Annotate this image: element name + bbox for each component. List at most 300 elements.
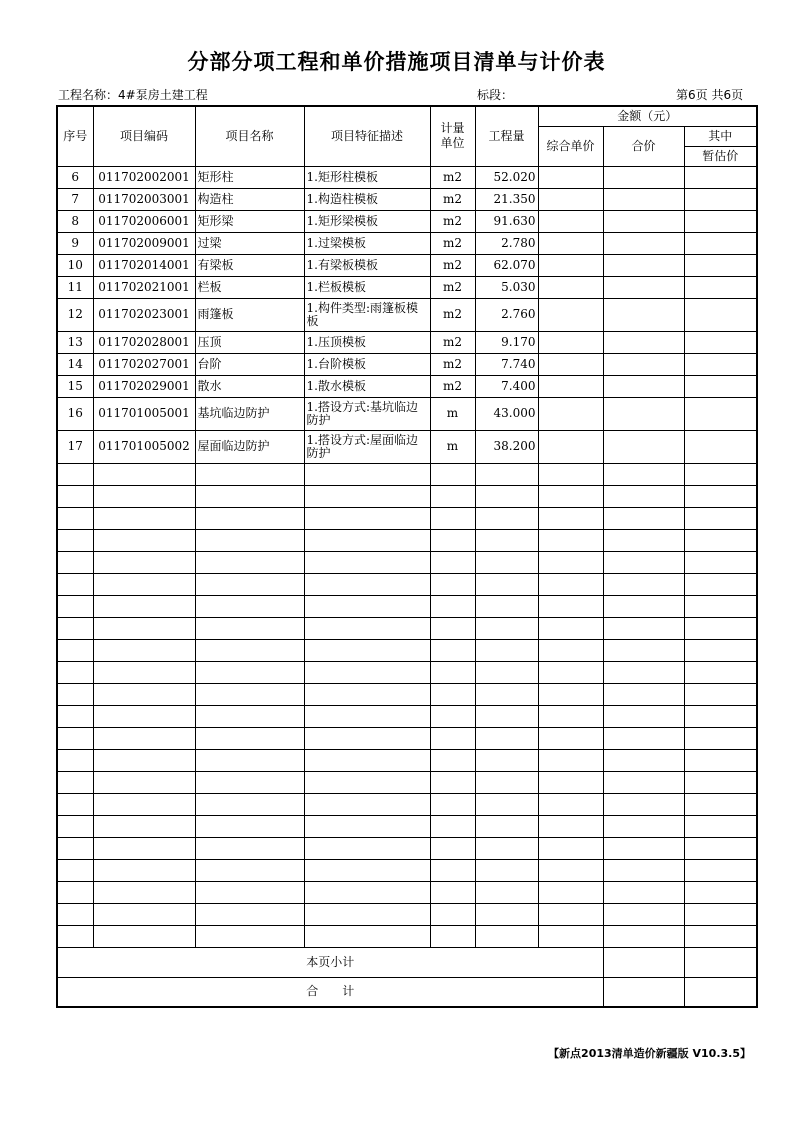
empty-cell: [304, 815, 430, 837]
row-provisional: [684, 298, 757, 331]
row-unit: m2: [430, 232, 475, 254]
empty-cell: [430, 573, 475, 595]
empty-cell: [93, 529, 195, 551]
empty-row: [57, 859, 757, 881]
row-code: 011702003001: [93, 188, 195, 210]
table-row: [57, 210, 757, 232]
empty-cell: [538, 485, 603, 507]
row-total: [603, 188, 684, 210]
empty-row: [57, 661, 757, 683]
empty-cell: [304, 507, 430, 529]
table-row: [57, 375, 757, 397]
empty-cell: [684, 815, 757, 837]
row-code: 011702029001: [93, 375, 195, 397]
empty-cell: [93, 595, 195, 617]
row-provisional: [684, 254, 757, 276]
row-total: [603, 232, 684, 254]
row-desc: 1.矩形梁模板: [304, 210, 430, 232]
row-unit-price: [538, 254, 603, 276]
row-code: 011702027001: [93, 353, 195, 375]
empty-cell: [684, 727, 757, 749]
row-desc: 1.有梁板模板: [304, 254, 430, 276]
row-name: 构造柱: [195, 188, 304, 210]
row-unit: m2: [430, 166, 475, 188]
empty-cell: [430, 705, 475, 727]
empty-cell: [93, 661, 195, 683]
empty-cell: [475, 551, 538, 573]
page-subtotal-row-total: [603, 947, 684, 977]
row-total: [603, 166, 684, 188]
row-seq: 15: [57, 375, 93, 397]
row-name: 散水: [195, 375, 304, 397]
row-qty: 7.400: [475, 375, 538, 397]
row-unit: m: [430, 397, 475, 430]
header-total: 合价: [603, 126, 684, 166]
empty-cell: [538, 815, 603, 837]
row-seq: 10: [57, 254, 93, 276]
empty-cell: [304, 529, 430, 551]
empty-cell: [475, 837, 538, 859]
empty-cell: [538, 925, 603, 947]
empty-cell: [304, 595, 430, 617]
empty-row: [57, 749, 757, 771]
empty-cell: [304, 617, 430, 639]
empty-cell: [195, 793, 304, 815]
row-code: 011702002001: [93, 166, 195, 188]
empty-row: [57, 705, 757, 727]
row-provisional: [684, 166, 757, 188]
empty-cell: [603, 815, 684, 837]
header-qty: 工程量: [475, 106, 538, 166]
row-unit: m2: [430, 375, 475, 397]
empty-cell: [684, 573, 757, 595]
row-seq: 16: [57, 397, 93, 430]
empty-row: [57, 639, 757, 661]
empty-cell: [475, 617, 538, 639]
empty-cell: [538, 529, 603, 551]
empty-cell: [93, 925, 195, 947]
empty-row: [57, 727, 757, 749]
row-name: 屋面临边防护: [195, 430, 304, 463]
empty-cell: [684, 881, 757, 903]
empty-cell: [93, 903, 195, 925]
table-row: [57, 430, 757, 463]
empty-cell: [538, 573, 603, 595]
empty-row: [57, 837, 757, 859]
row-code: 011702006001: [93, 210, 195, 232]
empty-cell: [93, 881, 195, 903]
empty-cell: [684, 529, 757, 551]
empty-row: [57, 485, 757, 507]
row-unit: m2: [430, 276, 475, 298]
empty-cell: [684, 859, 757, 881]
empty-cell: [304, 925, 430, 947]
empty-cell: [684, 925, 757, 947]
empty-cell: [430, 925, 475, 947]
header-unit: 计量 单位: [430, 106, 475, 166]
row-code: 011701005001: [93, 397, 195, 430]
empty-cell: [684, 771, 757, 793]
empty-cell: [603, 727, 684, 749]
empty-cell: [603, 617, 684, 639]
empty-row: [57, 595, 757, 617]
table-row: [57, 353, 757, 375]
row-name: 栏板: [195, 276, 304, 298]
empty-cell: [603, 551, 684, 573]
table-row: [57, 331, 757, 353]
row-seq: 11: [57, 276, 93, 298]
header-of-which: 其中: [684, 126, 757, 146]
empty-cell: [195, 595, 304, 617]
empty-cell: [195, 727, 304, 749]
empty-cell: [603, 771, 684, 793]
empty-cell: [304, 639, 430, 661]
row-total: [603, 430, 684, 463]
empty-cell: [684, 661, 757, 683]
empty-cell: [57, 529, 93, 551]
table-row: [57, 397, 757, 430]
empty-cell: [475, 661, 538, 683]
grand-total-row: [57, 977, 757, 1007]
empty-cell: [304, 727, 430, 749]
row-desc: 1.栏板模板: [304, 276, 430, 298]
row-desc: 1.搭设方式:基坑临边防护: [304, 397, 430, 430]
row-unit-price: [538, 397, 603, 430]
empty-row: [57, 551, 757, 573]
empty-cell: [304, 881, 430, 903]
empty-cell: [684, 705, 757, 727]
empty-cell: [304, 573, 430, 595]
row-unit-price: [538, 331, 603, 353]
software-footer: 【新点2013清单造价新疆版 V10.3.5】: [548, 1047, 751, 1060]
empty-cell: [430, 463, 475, 485]
empty-cell: [304, 705, 430, 727]
empty-cell: [430, 903, 475, 925]
empty-cell: [195, 881, 304, 903]
empty-cell: [195, 925, 304, 947]
empty-cell: [603, 749, 684, 771]
empty-cell: [430, 507, 475, 529]
row-provisional: [684, 232, 757, 254]
empty-cell: [195, 749, 304, 771]
row-provisional: [684, 430, 757, 463]
row-total: [603, 375, 684, 397]
empty-cell: [538, 727, 603, 749]
empty-cell: [538, 661, 603, 683]
empty-cell: [430, 815, 475, 837]
row-total: [603, 298, 684, 331]
table-row: [57, 166, 757, 188]
page-subtotal-row-label: 本页小计: [57, 947, 603, 977]
empty-cell: [538, 903, 603, 925]
empty-cell: [603, 595, 684, 617]
row-name: 过梁: [195, 232, 304, 254]
row-name: 有梁板: [195, 254, 304, 276]
empty-cell: [430, 837, 475, 859]
empty-cell: [57, 705, 93, 727]
empty-row: [57, 529, 757, 551]
empty-cell: [93, 859, 195, 881]
empty-cell: [603, 507, 684, 529]
empty-cell: [684, 683, 757, 705]
row-seq: 17: [57, 430, 93, 463]
row-unit-price: [538, 210, 603, 232]
row-unit-price: [538, 353, 603, 375]
page-subtotal-row-provisional: [684, 947, 757, 977]
row-unit: m2: [430, 331, 475, 353]
row-qty: 2.780: [475, 232, 538, 254]
empty-cell: [195, 661, 304, 683]
empty-cell: [93, 507, 195, 529]
empty-cell: [93, 815, 195, 837]
empty-row: [57, 463, 757, 485]
empty-cell: [304, 903, 430, 925]
page-subtotal-row: [57, 947, 757, 977]
row-provisional: [684, 188, 757, 210]
empty-row: [57, 925, 757, 947]
empty-cell: [93, 485, 195, 507]
empty-cell: [57, 837, 93, 859]
empty-cell: [93, 551, 195, 573]
empty-cell: [93, 705, 195, 727]
empty-cell: [603, 683, 684, 705]
empty-cell: [93, 683, 195, 705]
empty-cell: [195, 463, 304, 485]
empty-cell: [304, 485, 430, 507]
grand-total-row-label: 合 计: [57, 977, 603, 1007]
header-desc: 项目特征描述: [304, 106, 430, 166]
empty-cell: [538, 595, 603, 617]
empty-cell: [430, 859, 475, 881]
empty-cell: [57, 683, 93, 705]
empty-cell: [475, 529, 538, 551]
empty-cell: [195, 507, 304, 529]
empty-cell: [304, 749, 430, 771]
empty-cell: [603, 529, 684, 551]
empty-cell: [603, 485, 684, 507]
empty-cell: [93, 793, 195, 815]
empty-cell: [195, 903, 304, 925]
empty-cell: [57, 507, 93, 529]
row-provisional: [684, 375, 757, 397]
row-unit-price: [538, 166, 603, 188]
empty-cell: [538, 749, 603, 771]
empty-cell: [57, 881, 93, 903]
empty-cell: [684, 639, 757, 661]
row-desc: 1.过梁模板: [304, 232, 430, 254]
empty-cell: [430, 793, 475, 815]
empty-cell: [684, 595, 757, 617]
empty-cell: [475, 749, 538, 771]
row-code: 011702021001: [93, 276, 195, 298]
empty-cell: [57, 727, 93, 749]
row-desc: 1.散水模板: [304, 375, 430, 397]
empty-cell: [195, 617, 304, 639]
row-unit-price: [538, 375, 603, 397]
empty-cell: [57, 925, 93, 947]
empty-cell: [430, 529, 475, 551]
empty-cell: [684, 793, 757, 815]
row-desc: 1.矩形柱模板: [304, 166, 430, 188]
header-provisional: 暂估价: [684, 146, 757, 166]
empty-cell: [684, 749, 757, 771]
empty-row: [57, 793, 757, 815]
page-number: 第6页 共6页: [676, 88, 744, 102]
row-provisional: [684, 331, 757, 353]
empty-cell: [475, 815, 538, 837]
row-total: [603, 353, 684, 375]
empty-cell: [538, 705, 603, 727]
empty-cell: [684, 903, 757, 925]
empty-cell: [603, 793, 684, 815]
row-qty: 9.170: [475, 331, 538, 353]
empty-row: [57, 573, 757, 595]
empty-cell: [195, 859, 304, 881]
empty-cell: [57, 463, 93, 485]
empty-row: [57, 507, 757, 529]
empty-cell: [57, 793, 93, 815]
row-name: 雨篷板: [195, 298, 304, 331]
empty-cell: [304, 661, 430, 683]
row-qty: 2.760: [475, 298, 538, 331]
empty-row: [57, 903, 757, 925]
row-qty: 7.740: [475, 353, 538, 375]
empty-cell: [684, 485, 757, 507]
row-seq: 13: [57, 331, 93, 353]
row-unit: m2: [430, 298, 475, 331]
empty-cell: [603, 903, 684, 925]
empty-cell: [430, 749, 475, 771]
empty-cell: [195, 485, 304, 507]
empty-cell: [57, 661, 93, 683]
empty-cell: [57, 551, 93, 573]
empty-cell: [57, 815, 93, 837]
empty-cell: [430, 639, 475, 661]
empty-cell: [304, 463, 430, 485]
row-desc: 1.台阶模板: [304, 353, 430, 375]
empty-cell: [603, 639, 684, 661]
row-qty: 38.200: [475, 430, 538, 463]
empty-cell: [603, 925, 684, 947]
row-total: [603, 210, 684, 232]
empty-cell: [93, 749, 195, 771]
empty-cell: [304, 683, 430, 705]
empty-cell: [57, 595, 93, 617]
row-name: 矩形柱: [195, 166, 304, 188]
empty-cell: [195, 837, 304, 859]
empty-cell: [475, 463, 538, 485]
empty-cell: [475, 771, 538, 793]
row-code: 011702028001: [93, 331, 195, 353]
row-name: 矩形梁: [195, 210, 304, 232]
empty-cell: [430, 595, 475, 617]
row-desc: 1.搭设方式:屋面临边防护: [304, 430, 430, 463]
page-title: 分部分项工程和单价措施项目清单与计价表: [187, 50, 606, 74]
empty-cell: [538, 617, 603, 639]
empty-cell: [195, 551, 304, 573]
empty-row: [57, 815, 757, 837]
row-provisional: [684, 353, 757, 375]
empty-cell: [684, 463, 757, 485]
empty-cell: [304, 837, 430, 859]
row-total: [603, 276, 684, 298]
row-desc: 1.压顶模板: [304, 331, 430, 353]
pricing-table: [56, 105, 758, 1008]
empty-cell: [475, 595, 538, 617]
row-seq: 14: [57, 353, 93, 375]
empty-cell: [538, 859, 603, 881]
header-code: 项目编码: [93, 106, 195, 166]
empty-cell: [57, 903, 93, 925]
table-row: [57, 298, 757, 331]
empty-cell: [93, 463, 195, 485]
empty-cell: [430, 485, 475, 507]
row-unit-price: [538, 188, 603, 210]
project-name: 工程名称：4#泵房土建工程: [58, 88, 208, 102]
empty-cell: [538, 881, 603, 903]
header-unit-price: 综合单价: [538, 126, 603, 166]
row-unit-price: [538, 276, 603, 298]
empty-cell: [603, 661, 684, 683]
row-qty: 5.030: [475, 276, 538, 298]
empty-cell: [475, 573, 538, 595]
row-provisional: [684, 276, 757, 298]
row-name: 基坑临边防护: [195, 397, 304, 430]
empty-cell: [603, 837, 684, 859]
empty-cell: [538, 793, 603, 815]
row-total: [603, 331, 684, 353]
empty-cell: [430, 661, 475, 683]
empty-cell: [475, 705, 538, 727]
empty-cell: [57, 617, 93, 639]
row-total: [603, 254, 684, 276]
table-row: [57, 276, 757, 298]
row-seq: 9: [57, 232, 93, 254]
row-seq: 12: [57, 298, 93, 331]
empty-cell: [304, 551, 430, 573]
empty-cell: [475, 793, 538, 815]
empty-cell: [93, 771, 195, 793]
empty-cell: [57, 485, 93, 507]
empty-cell: [684, 617, 757, 639]
row-code: 011701005002: [93, 430, 195, 463]
empty-cell: [475, 639, 538, 661]
header-name: 项目名称: [195, 106, 304, 166]
empty-row: [57, 771, 757, 793]
empty-cell: [603, 881, 684, 903]
row-desc: 1.构造柱模板: [304, 188, 430, 210]
table-row: [57, 188, 757, 210]
row-unit: m2: [430, 188, 475, 210]
empty-cell: [603, 705, 684, 727]
row-code: 011702023001: [93, 298, 195, 331]
empty-cell: [603, 463, 684, 485]
empty-cell: [195, 771, 304, 793]
empty-cell: [93, 837, 195, 859]
row-unit: m: [430, 430, 475, 463]
row-qty: 91.630: [475, 210, 538, 232]
row-qty: 62.070: [475, 254, 538, 276]
empty-cell: [538, 507, 603, 529]
empty-row: [57, 881, 757, 903]
empty-cell: [538, 551, 603, 573]
empty-cell: [57, 639, 93, 661]
empty-cell: [57, 859, 93, 881]
row-unit-price: [538, 298, 603, 331]
empty-cell: [475, 859, 538, 881]
empty-cell: [195, 815, 304, 837]
empty-cell: [475, 881, 538, 903]
